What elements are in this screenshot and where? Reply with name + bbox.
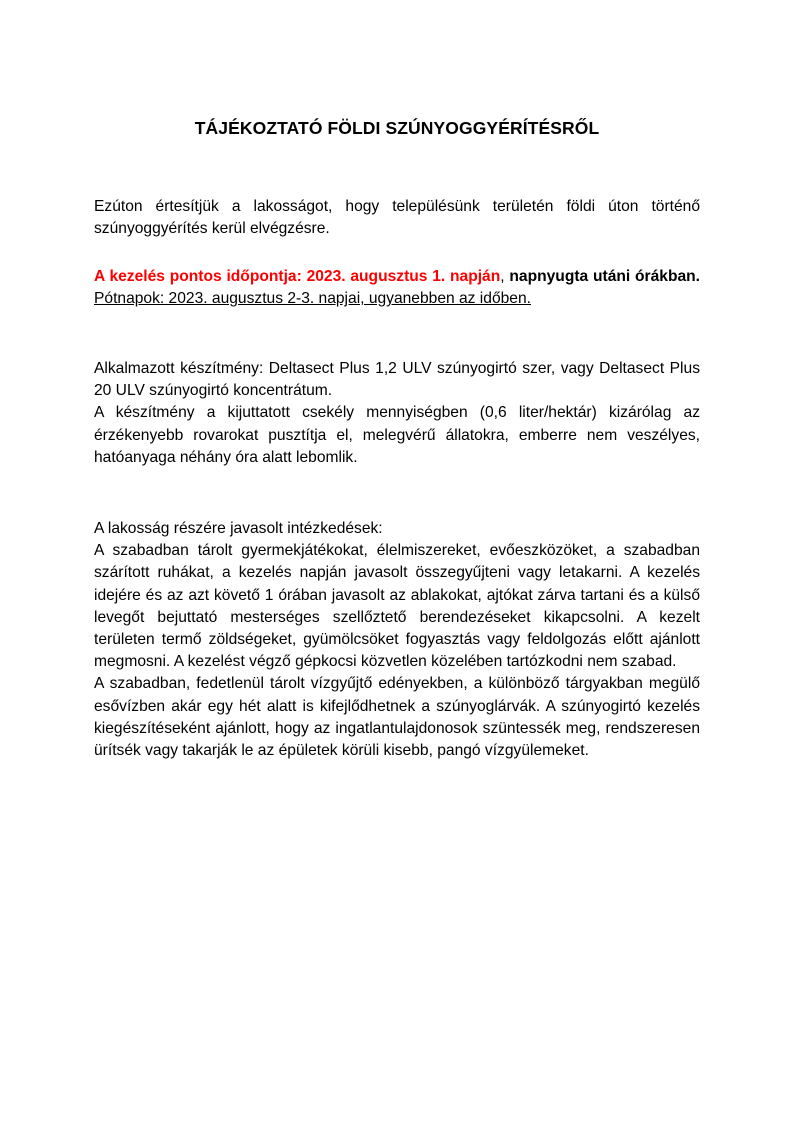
product-line-1: Alkalmazott készítmény: Deltasect Plus 1,2 ULV szúnyogirtó szer, vagy Deltasect Plus 20 ULV szúnyogirtó koncentrátum. bbox=[94, 360, 700, 400]
measures-paragraph-1: A szabadban tárolt gyermekjátékokat, élelmiszereket, evőeszközöket, a szabadban szárított ruhákat, a kezelés napján javasolt összegyűjteni vagy letakarni. A kezelés idejére és az azt követő 1 órában javasolt az ablakokat, ajtókat zárva tartani és a külső levegőt bejuttató mesterséges szellőztető berendezéseket kikapcsolni. A kezelt területen termő zöldségeket, gyümölcsöket fogyasztás vagy feldolgozás előtt ajánlott megmosni. A kezelést végző gépkocsi közvetlen közelében tartózkodni nem szabad. bbox=[94, 542, 700, 671]
product-line-2: A készítmény a kijuttatott csekély mennyiségben (0,6 liter/hektár) kizárólag az érzékenyebb rovarokat pusztítja el, melegvérű állatokra, emberre nem veszélyes, hatóanyaga néhány óra alatt lebomlik. bbox=[94, 404, 700, 466]
backup-dates-text: Pótnapok: 2023. augusztus 2-3. napjai, ugyanebben az időben. bbox=[94, 290, 531, 308]
intro-text: Ezúton értesítjük a lakosságot, hogy településünk területén földi úton történő szúnyoggyérítés kerül elvégzésre. bbox=[94, 198, 700, 238]
intro-paragraph bbox=[94, 196, 700, 240]
comma-text: , bbox=[500, 268, 505, 285]
measures-section bbox=[94, 518, 700, 762]
document-title: TÁJÉKOZTATÓ FÖLDI SZÚNYOGGYÉRÍTÉSRŐL bbox=[194, 118, 600, 138]
treatment-time-text: napnyugta utáni órákban. bbox=[504, 268, 700, 285]
measures-heading: A lakosság részére javasolt intézkedések: bbox=[94, 520, 383, 537]
measures-paragraph-2: A szabadban, fedetlenül tárolt vízgyűjtő edényekben, a különböző tárgyakban megülő esővízben akár egy hét alatt is kifejlődhetnek a szúnyoglárvák. A szúnyogirtó kezelés kiegészítéseként ajánlott, hogy az ingatlantulajdonosok szüntessék meg, rendszeresen ürítsék vagy takarják le az épületek körüli kisebb, pangó vízgyülemeket. bbox=[94, 675, 700, 760]
treatment-date-text: A kezelés pontos időpontja: 2023. augusztus 1. napján bbox=[94, 268, 501, 285]
product-paragraph bbox=[94, 358, 700, 469]
schedule-paragraph bbox=[94, 266, 700, 310]
